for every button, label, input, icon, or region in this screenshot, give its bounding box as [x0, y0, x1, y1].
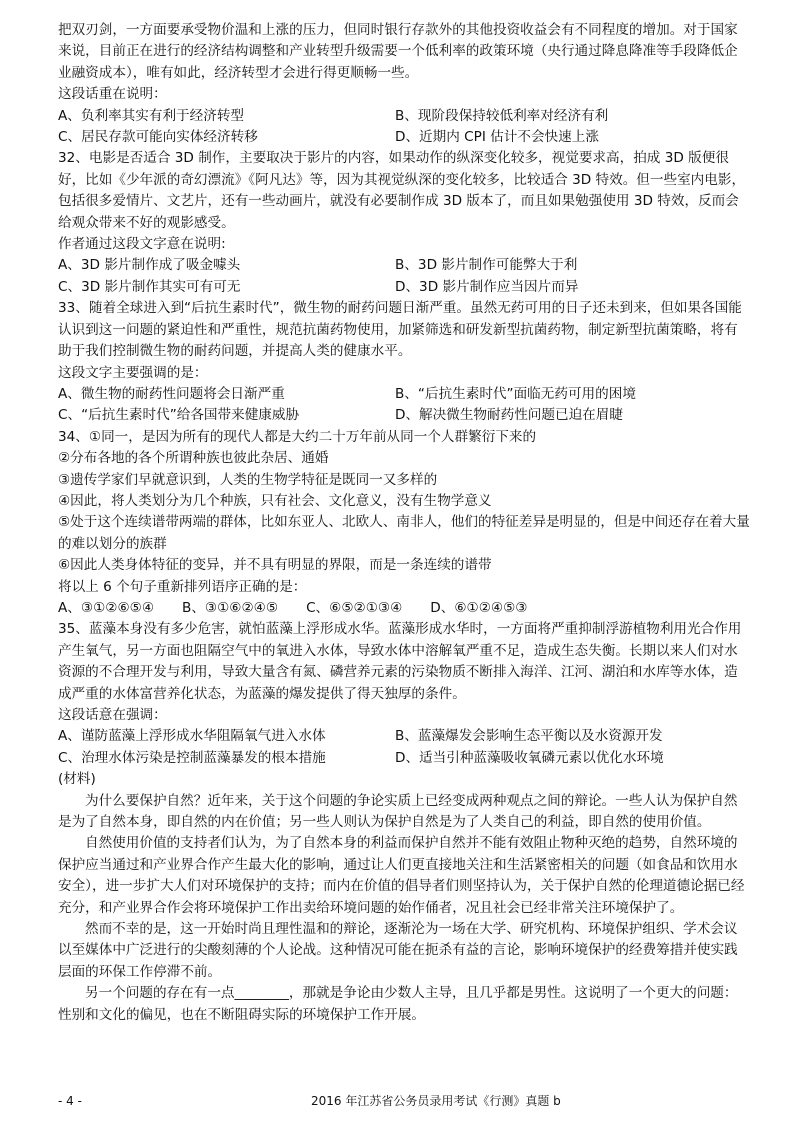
- q31-passage-tail: 把双刃剑，一方面要承受物价温和上涨的压力，但同时银行存款外的其他投资收益会有不同程度的增加。对于国家来说，目前正在进行的经济结构调整和产业转型升级需要一个低利率的政策环境（央行通过降息降准等手段降低企业融资成本），唯有如此，经济转型才会进行得更顺畅一些。: [58, 22, 738, 81]
- q34-sentence-4: ④因此，将人类划分为几个种族，只有社会、文化意义，没有生物学意义: [58, 492, 492, 509]
- q33-option-b: B、“后抗生素时代”面临无药可用的困境: [395, 385, 636, 402]
- q32-option-c: C、3D 影片制作其实可有可无: [58, 278, 241, 295]
- q33-option-d: D、解决微生物耐药性问题已迫在眉睫: [395, 407, 623, 424]
- question-35: [58, 619, 750, 769]
- q34-option-c: C、⑥⑤②①③④: [306, 599, 403, 616]
- q31-option-c: C、居民存款可能向实体经济转移: [58, 129, 258, 146]
- q34-options-row: [58, 598, 750, 619]
- q34-sentence-5: ⑤处于这个连续谱带两端的群体，比如东亚人、北欧人、南非人，他们的特征差异是明显的，但是中间还存在着大量的难以划分的族群: [58, 514, 750, 552]
- q35-option-b: B、蓝藻爆发会影响生态平衡以及水资源开发: [395, 728, 663, 745]
- material-section: [58, 769, 750, 1026]
- q34-option-b: B、③①⑥②④⑤: [182, 599, 279, 616]
- q34-sentence-1: 34、①同一，是因为所有的现代人都是大约二十万年前从同一个人群繁衍下来的: [58, 428, 537, 445]
- q35-option-c: C、治理水体污染是控制蓝藻暴发的根本措施: [58, 749, 326, 766]
- q33-option-c: C、“后抗生素时代”给各国带来健康威胁: [58, 407, 300, 424]
- q34-stem: 将以上 6 个句子重新排列语序正确的是：: [58, 578, 307, 595]
- page-footer: [58, 1091, 750, 1111]
- q32-option-b: B、3D 影片制作可能弊大于利: [395, 257, 578, 274]
- q32-options-row-1: [58, 255, 750, 276]
- q34-option-d: D、⑥①②④⑤③: [430, 599, 528, 616]
- q31-option-d: D、近期内 CPI 估计不会快速上涨: [395, 129, 599, 146]
- material-paragraph-2: 自然使用价值的支持者们认为，为了自然本身的利益而保护自然并不能有效阻止物种灭绝的趋势，自然环境的保护应当通过和产业界合作产生最大化的影响，通过让人们更直接地关注和生活紧密相关的问题（如食品和饮用水安全），进一步扩大人们对环境保护的支持；而内在价值的倡导者们则坚持认为，关于保护自然的伦理道德论据已经充分，和产业界合作会将环境保护工作出卖给环境问题的始作俑者，况且社会已经非常关注环境保护了。: [58, 835, 745, 916]
- q35-option-a: A、谨防蓝藻上浮形成水华阻隔氧气进入水体: [58, 728, 326, 745]
- q33-stem: 这段文字主要强调的是：: [58, 364, 208, 381]
- q34-option-a: A、③①②⑥⑤④: [58, 599, 155, 616]
- q35-options-row-2: [58, 748, 750, 769]
- page-number: - 4 -: [58, 1094, 82, 1108]
- q31-stem: 这段话重在说明：: [58, 86, 167, 103]
- q33-options-row-1: [58, 384, 750, 405]
- q32-options-row-2: [58, 277, 750, 298]
- question-33: [58, 298, 750, 426]
- q32-stem: 作者通过这段文字意在说明:: [58, 236, 226, 253]
- q31-options-row-1: [58, 106, 750, 127]
- q33-option-a: A、微生物的耐药性问题将会日渐严重: [58, 385, 285, 402]
- exam-page: [58, 20, 750, 1026]
- q31-option-b: B、现阶段保持较低利率对经济有利: [395, 107, 609, 124]
- q33-options-row-2: [58, 405, 750, 426]
- q32-option-d: D、3D 影片制作应当因片而异: [395, 278, 579, 295]
- material-paragraph-1: 为什么要保护自然？近年来，关于这个问题的争论实质上已经变成两种观点之间的辩论。一些人认为保护自然是为了自然本身，即自然的内在价值；另一些人则认为保护自然是为了人类自己的利益，即自然的使用价值。: [58, 792, 738, 831]
- q34-sentence-3: ③遗传学家们早就意识到，人类的生物学特征是既同一又多样的: [58, 471, 438, 488]
- material-paragraph-3: 然而不幸的是，这一开始时尚且理性温和的辩论，逐渐沦为一场在大学、研究机构、环境保护组织、学术会议以至媒体中广泛进行的尖酸刻薄的个人论战。这种情况可能在扼杀有益的言论，影响环境保护的经费筹措并使实践层面的环保工作停滞不前。: [58, 921, 738, 980]
- q35-stem: 这段话意在强调：: [58, 707, 167, 723]
- q31-option-a: A、负利率其实有利于经济转型: [58, 107, 245, 124]
- q32-option-a: A、3D 影片制作成了吸金噱头: [58, 257, 241, 274]
- q31-options-row-2: [58, 127, 750, 148]
- q35-option-d: D、适当引种蓝藻吸收氧磷元素以优化水环境: [395, 749, 664, 766]
- material-heading: (材料): [58, 771, 96, 788]
- material-paragraph-4: 另一个问题的存在有一点________，那就是争论由少数人主导，且几乎都是男性。这说明了一个更大的问题：性别和文化的偏见，也在不断阻碍实际的环境保护工作开展。: [58, 985, 738, 1023]
- question-32: [58, 148, 750, 298]
- footer-title: 2016 年江苏省公务员录用考试《行测》真题 b: [311, 1094, 561, 1108]
- question-34: [58, 427, 750, 620]
- q35-options-row-1: [58, 726, 750, 747]
- q35-passage: 35、蓝藻本身没有多少危害，就怕蓝藻上浮形成水华。蓝藻形成水华时，一方面将严重抑制浮游植物利用光合作用产生氧气，另一方面也阻隔空气中的氧进入水体，导致水体中溶解氧严重不足，造成生态失衡。长期以来人们对水资源的不合理开发与利用，导致大量含有氮、磷营养元素的污染物质不断排入海洋、江河、湖泊和水库等水体，造成严重的水体富营养化状态，为蓝藻的爆发提供了得天独厚的条件。: [58, 621, 742, 702]
- q34-sentence-2: ②分布各地的各个所谓种族也彼此杂居、通婚: [58, 450, 329, 467]
- q33-passage: 33、随着全球进入到“后抗生素时代”，微生物的耐药问题日渐严重。虽然无药可用的日子还未到来，但如果各国能认识到这一问题的紧迫性和严重性，规范抗菌药物使用，加紧筛选和研发新型抗菌药物，制定新型抗菌策略，将有助于我们控制微生物的耐药问题，并提高人类的健康水平。: [58, 300, 742, 360]
- q34-sentence-6: ⑥因此人类身体特征的变异，并不具有明显的界限，而是一条连续的谱带: [58, 557, 492, 574]
- q32-passage: 32、电影是否适合 3D 制作，主要取决于影片的内容，如果动作的纵深变化较多，视觉要求高，拍成 3D 版便很好，比如《少年派的奇幻漂流》《阿凡达》等，因为其视觉纵深的变化较多，比较适合 3D 特效。但一些室内电影，包括很多爱情片、文艺片，还有一些动画片，就没有必要制作成 3D 版本了，而且如果勉强使用 3D 特效，反而会给观众带来不好的观影感受。: [58, 150, 746, 231]
- question-31: [58, 20, 750, 148]
